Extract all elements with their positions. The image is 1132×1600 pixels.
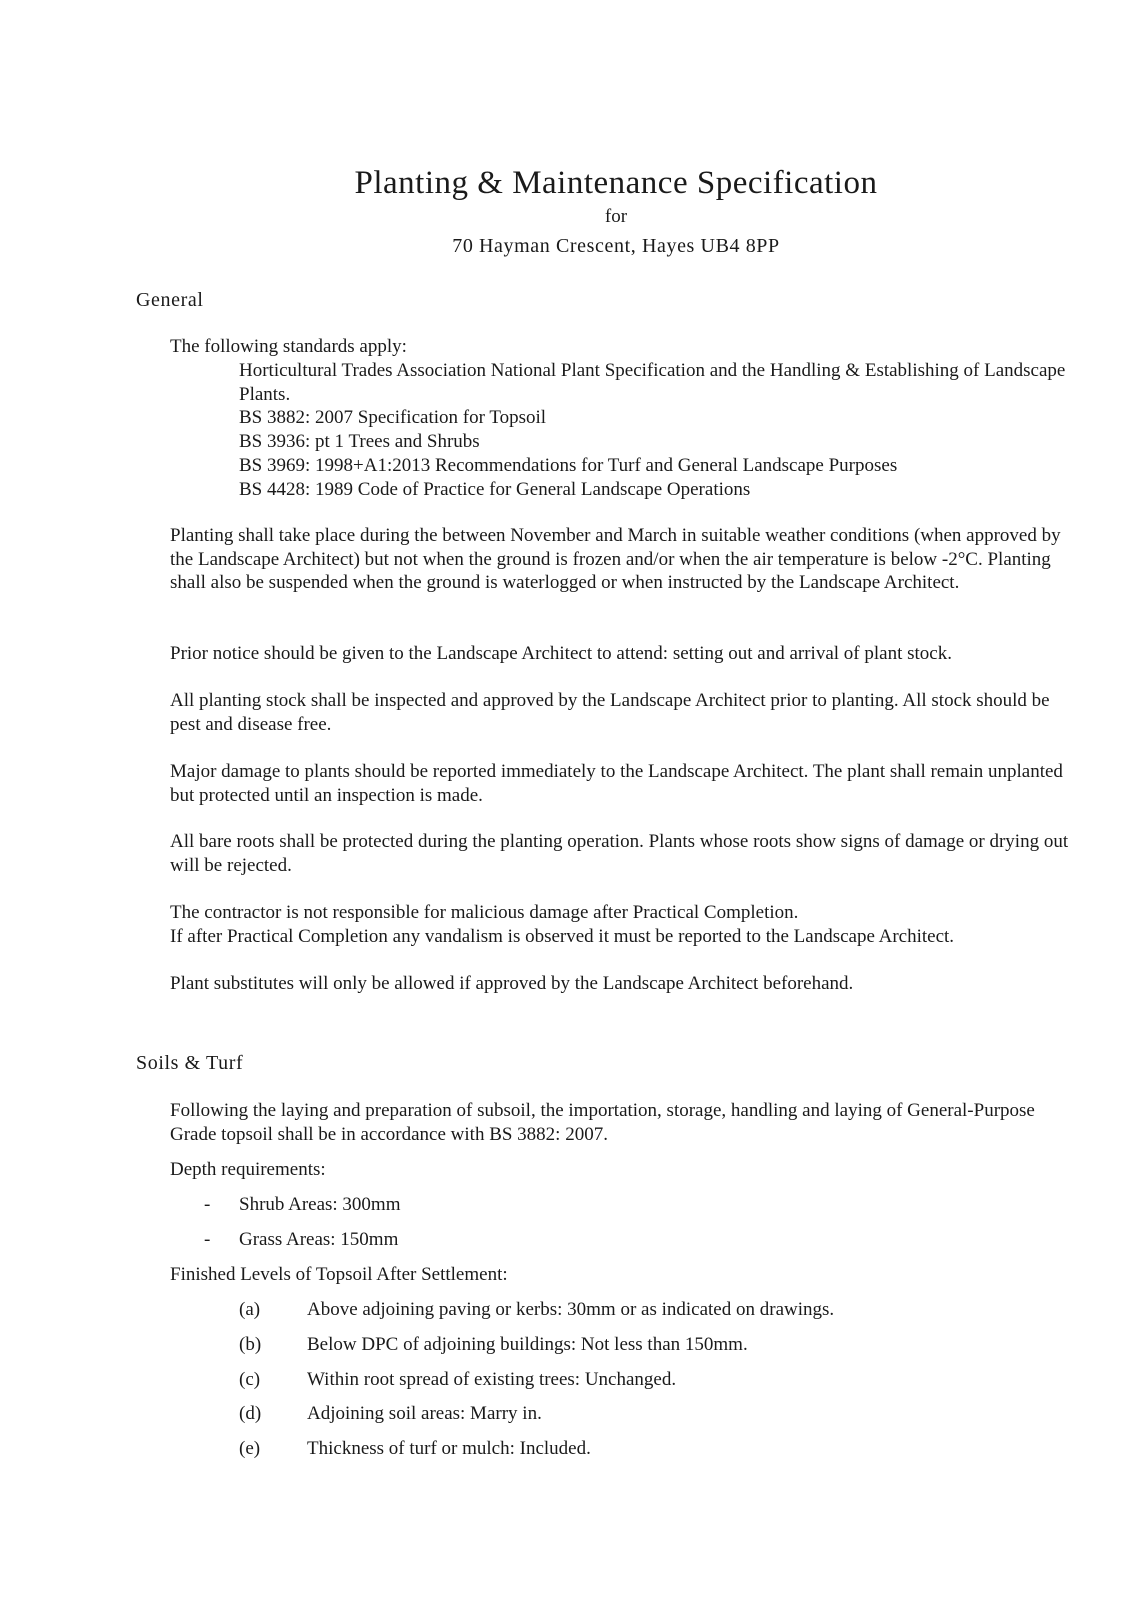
- list-marker: (d): [239, 1403, 262, 1424]
- standard-item: Horticultural Trades Association National Plant Specification and the Handling & Establishing of Landscape Plants.: [239, 360, 1066, 405]
- paragraph-bare-roots: All bare roots shall be protected during the planting operation. Plants whose roots show signs of damage or drying out will be rejected.: [170, 831, 1069, 876]
- document-title: Planting & Maintenance Specification: [354, 165, 878, 201]
- section-heading-soils-turf: Soils & Turf: [136, 1052, 244, 1074]
- list-marker: -: [204, 1194, 211, 1215]
- paragraph-prior-notice: Prior notice should be given to the Landscape Architect to attend: setting out and arrival of plant stock.: [170, 643, 952, 664]
- paragraph-major-damage: Major damage to plants should be reported immediately to the Landscape Architect. The plant shall remain unplanted but protected until an inspection is made.: [170, 761, 1063, 806]
- list-text: Grass Areas: 150mm: [239, 1229, 399, 1250]
- standard-item: BS 4428: 1989 Code of Practice for General Landscape Operations: [239, 478, 751, 500]
- list-text: Thickness of turf or mulch: Included.: [307, 1438, 591, 1459]
- paragraph-malicious-damage: The contractor is not responsible for malicious damage after Practical Completion.: [170, 902, 799, 923]
- finished-levels-label: Finished Levels of Topsoil After Settlement:: [170, 1264, 508, 1285]
- list-text: Below DPC of adjoining buildings: Not less than 150mm.: [307, 1334, 748, 1355]
- paragraph-vandalism: If after Practical Completion any vandalism is observed it must be reported to the Landscape Architect.: [170, 926, 955, 947]
- list-text: Adjoining soil areas: Marry in.: [307, 1403, 542, 1424]
- list-marker: (e): [239, 1438, 261, 1459]
- list-marker: (a): [239, 1299, 261, 1320]
- list-marker: (b): [239, 1334, 262, 1355]
- section-heading-general: General: [136, 289, 204, 311]
- standard-item: BS 3936: pt 1 Trees and Shrubs: [239, 431, 480, 453]
- paragraph-substitutes: Plant substitutes will only be allowed if approved by the Landscape Architect beforehand.: [170, 973, 854, 994]
- paragraph-planting-season: Planting shall take place during the between November and March in suitable weather conditions (when approved by the Landscape Architect) but not when the ground is frozen and/or when the air temperature is below -2°C. Planting shall also be suspended when the ground is waterlogged or when instructed by the Landscape Architect.: [170, 525, 1061, 594]
- paragraph-topsoil: Following the laying and preparation of subsoil, the importation, storage, handling and laying of General-Purpose Grade topsoil shall be in accordance with BS 3882: 2007.: [170, 1100, 1035, 1145]
- document-subtitle-for: for: [604, 206, 628, 227]
- depth-requirements-label: Depth requirements:: [170, 1159, 326, 1180]
- standard-item: BS 3882: 2007 Specification for Topsoil: [239, 407, 547, 429]
- list-marker: (c): [239, 1369, 261, 1390]
- list-text: Shrub Areas: 300mm: [239, 1194, 401, 1215]
- standards-intro: The following standards apply:: [170, 336, 407, 357]
- list-text: Within root spread of existing trees: Unchanged.: [307, 1369, 677, 1390]
- list-marker: -: [204, 1229, 211, 1250]
- standards-list: [239, 359, 1069, 501]
- document-address: 70 Hayman Crescent, Hayes UB4 8PP: [452, 235, 780, 257]
- list-text: Above adjoining paving or kerbs: 30mm or as indicated on drawings.: [307, 1299, 835, 1320]
- paragraph-stock-inspection: All planting stock shall be inspected and approved by the Landscape Architect prior to planting. All stock should be pest and disease free.: [170, 690, 1050, 735]
- standard-item: BS 3969: 1998+A1:2013 Recommendations for Turf and General Landscape Purposes: [239, 454, 898, 476]
